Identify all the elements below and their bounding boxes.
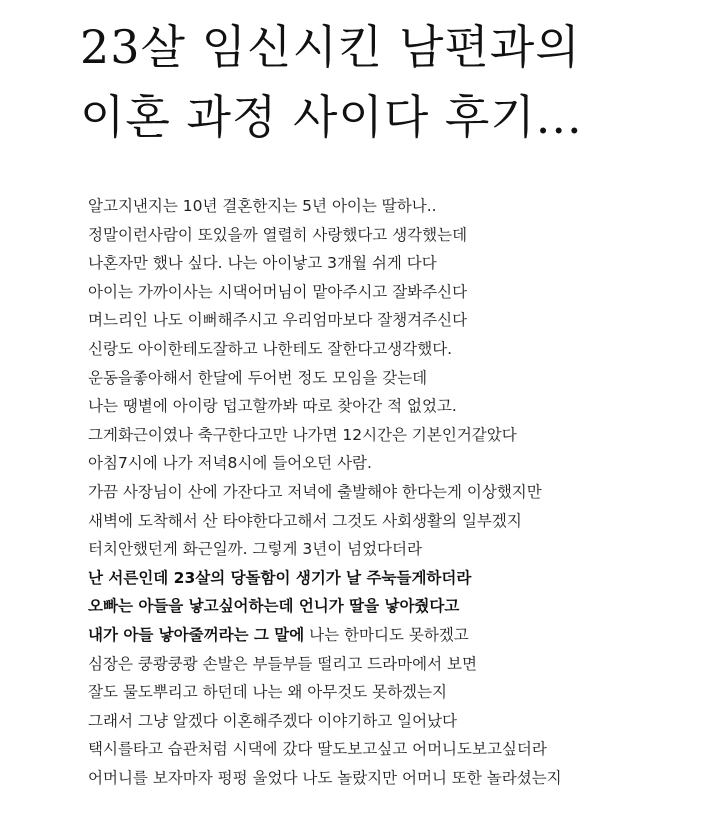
body-line-bold-text: 오빠는 아들을 낳고싶어하는데 언니가 딸을 낳아줬다고: [88, 597, 460, 616]
body-line: [88, 392, 708, 421]
body-line: [88, 764, 708, 793]
body-line-text: 아이는 가까이사는 시댁어머님이 맡아주시고 잘봐주신다: [88, 282, 468, 301]
body-line: [88, 535, 708, 564]
post-title-line-1: 23살 임신시킨 남편과의: [80, 20, 581, 74]
body-line-text: 새벽에 도착해서 산 타야한다고해서 그것도 사회생활의 일부겠지: [88, 511, 522, 530]
body-line: [88, 707, 708, 736]
body-line: [88, 306, 708, 335]
body-line-bold-text: 난 서른인데 23살의 당돌함이 생기가 날 주눅들게하더라: [88, 568, 472, 587]
body-line-text: 그래서 그냥 알겠다 이혼해주겠다 이야기하고 일어났다: [88, 711, 458, 730]
body-line-text: 가끔 사장님이 산에 가잔다고 저녁에 출발해야 한다는게 이상했지만: [88, 482, 542, 501]
body-line-text: 택시를타고 습관처럼 시댁에 갔다 딸도보고싶고 어머니도보고싶더라: [88, 740, 547, 759]
body-line: [88, 278, 708, 307]
body-line: [88, 564, 708, 593]
post-title-line-2: 이혼 과정 사이다 후기...: [80, 90, 583, 144]
body-line: [88, 249, 708, 278]
body-line: [88, 507, 708, 536]
post-title: [80, 12, 710, 152]
body-line-text: 터치안했던게 화근일까. 그렇게 3년이 넘었다더라: [88, 540, 422, 559]
body-line-text: 잘도 물도뿌리고 하던데 나는 왜 아무것도 못하겠는지: [88, 683, 447, 702]
body-line-text: 나는 땡볕에 아이랑 덥고할까봐 따로 찾아간 적 없었고.: [88, 397, 457, 416]
body-line: [88, 621, 708, 650]
body-line-text: 그게화근이였나 축구한다고만 나가면 12시간은 기본인거같았다: [88, 425, 517, 444]
body-line: [88, 449, 708, 478]
body-line: [88, 735, 708, 764]
body-line-text: 운동을좋아해서 한달에 두어번 정도 모임을 갖는데: [88, 368, 428, 387]
body-line-text: 나는 한마디도 못하겠고: [304, 625, 469, 644]
body-line-text: 신랑도 아이한테도잘하고 나한테도 잘한다고생각했다.: [88, 339, 453, 358]
body-line: [88, 478, 708, 507]
body-line-text: 심장은 쿵쾅쿵쾅 손발은 부들부들 떨리고 드라마에서 보면: [88, 654, 477, 673]
body-line-text: 어머니를 보자마자 펑펑 울었다 나도 놀랐지만 어머니 또한 놀라셨는지: [88, 768, 562, 787]
body-line-text: 나혼자만 했나 싶다. 나는 아이낳고 3개월 쉬게 다다: [88, 254, 437, 273]
post-body: [88, 192, 708, 792]
body-line: [88, 335, 708, 364]
body-line-text: 알고지낸지는 10년 결혼한지는 5년 아이는 딸하나..: [88, 197, 437, 215]
body-line-text: 정말이런사람이 또있을까 열렬히 사랑했다고 생각했는데: [88, 225, 468, 244]
body-line-text: 며느리인 나도 이뻐해주시고 우리엄마보다 잘챙겨주신다: [88, 311, 468, 330]
body-line: [88, 421, 708, 450]
body-line: [88, 592, 708, 621]
body-line: [88, 221, 708, 250]
body-line: [88, 364, 708, 393]
body-line: [88, 192, 708, 221]
body-line-text: 아침7시에 나가 저녁8시에 들어오던 사람.: [88, 454, 372, 473]
body-line: [88, 650, 708, 679]
body-line: [88, 678, 708, 707]
body-line-bold-text: 내가 아들 낳아줄꺼라는 그 말에: [88, 625, 305, 644]
